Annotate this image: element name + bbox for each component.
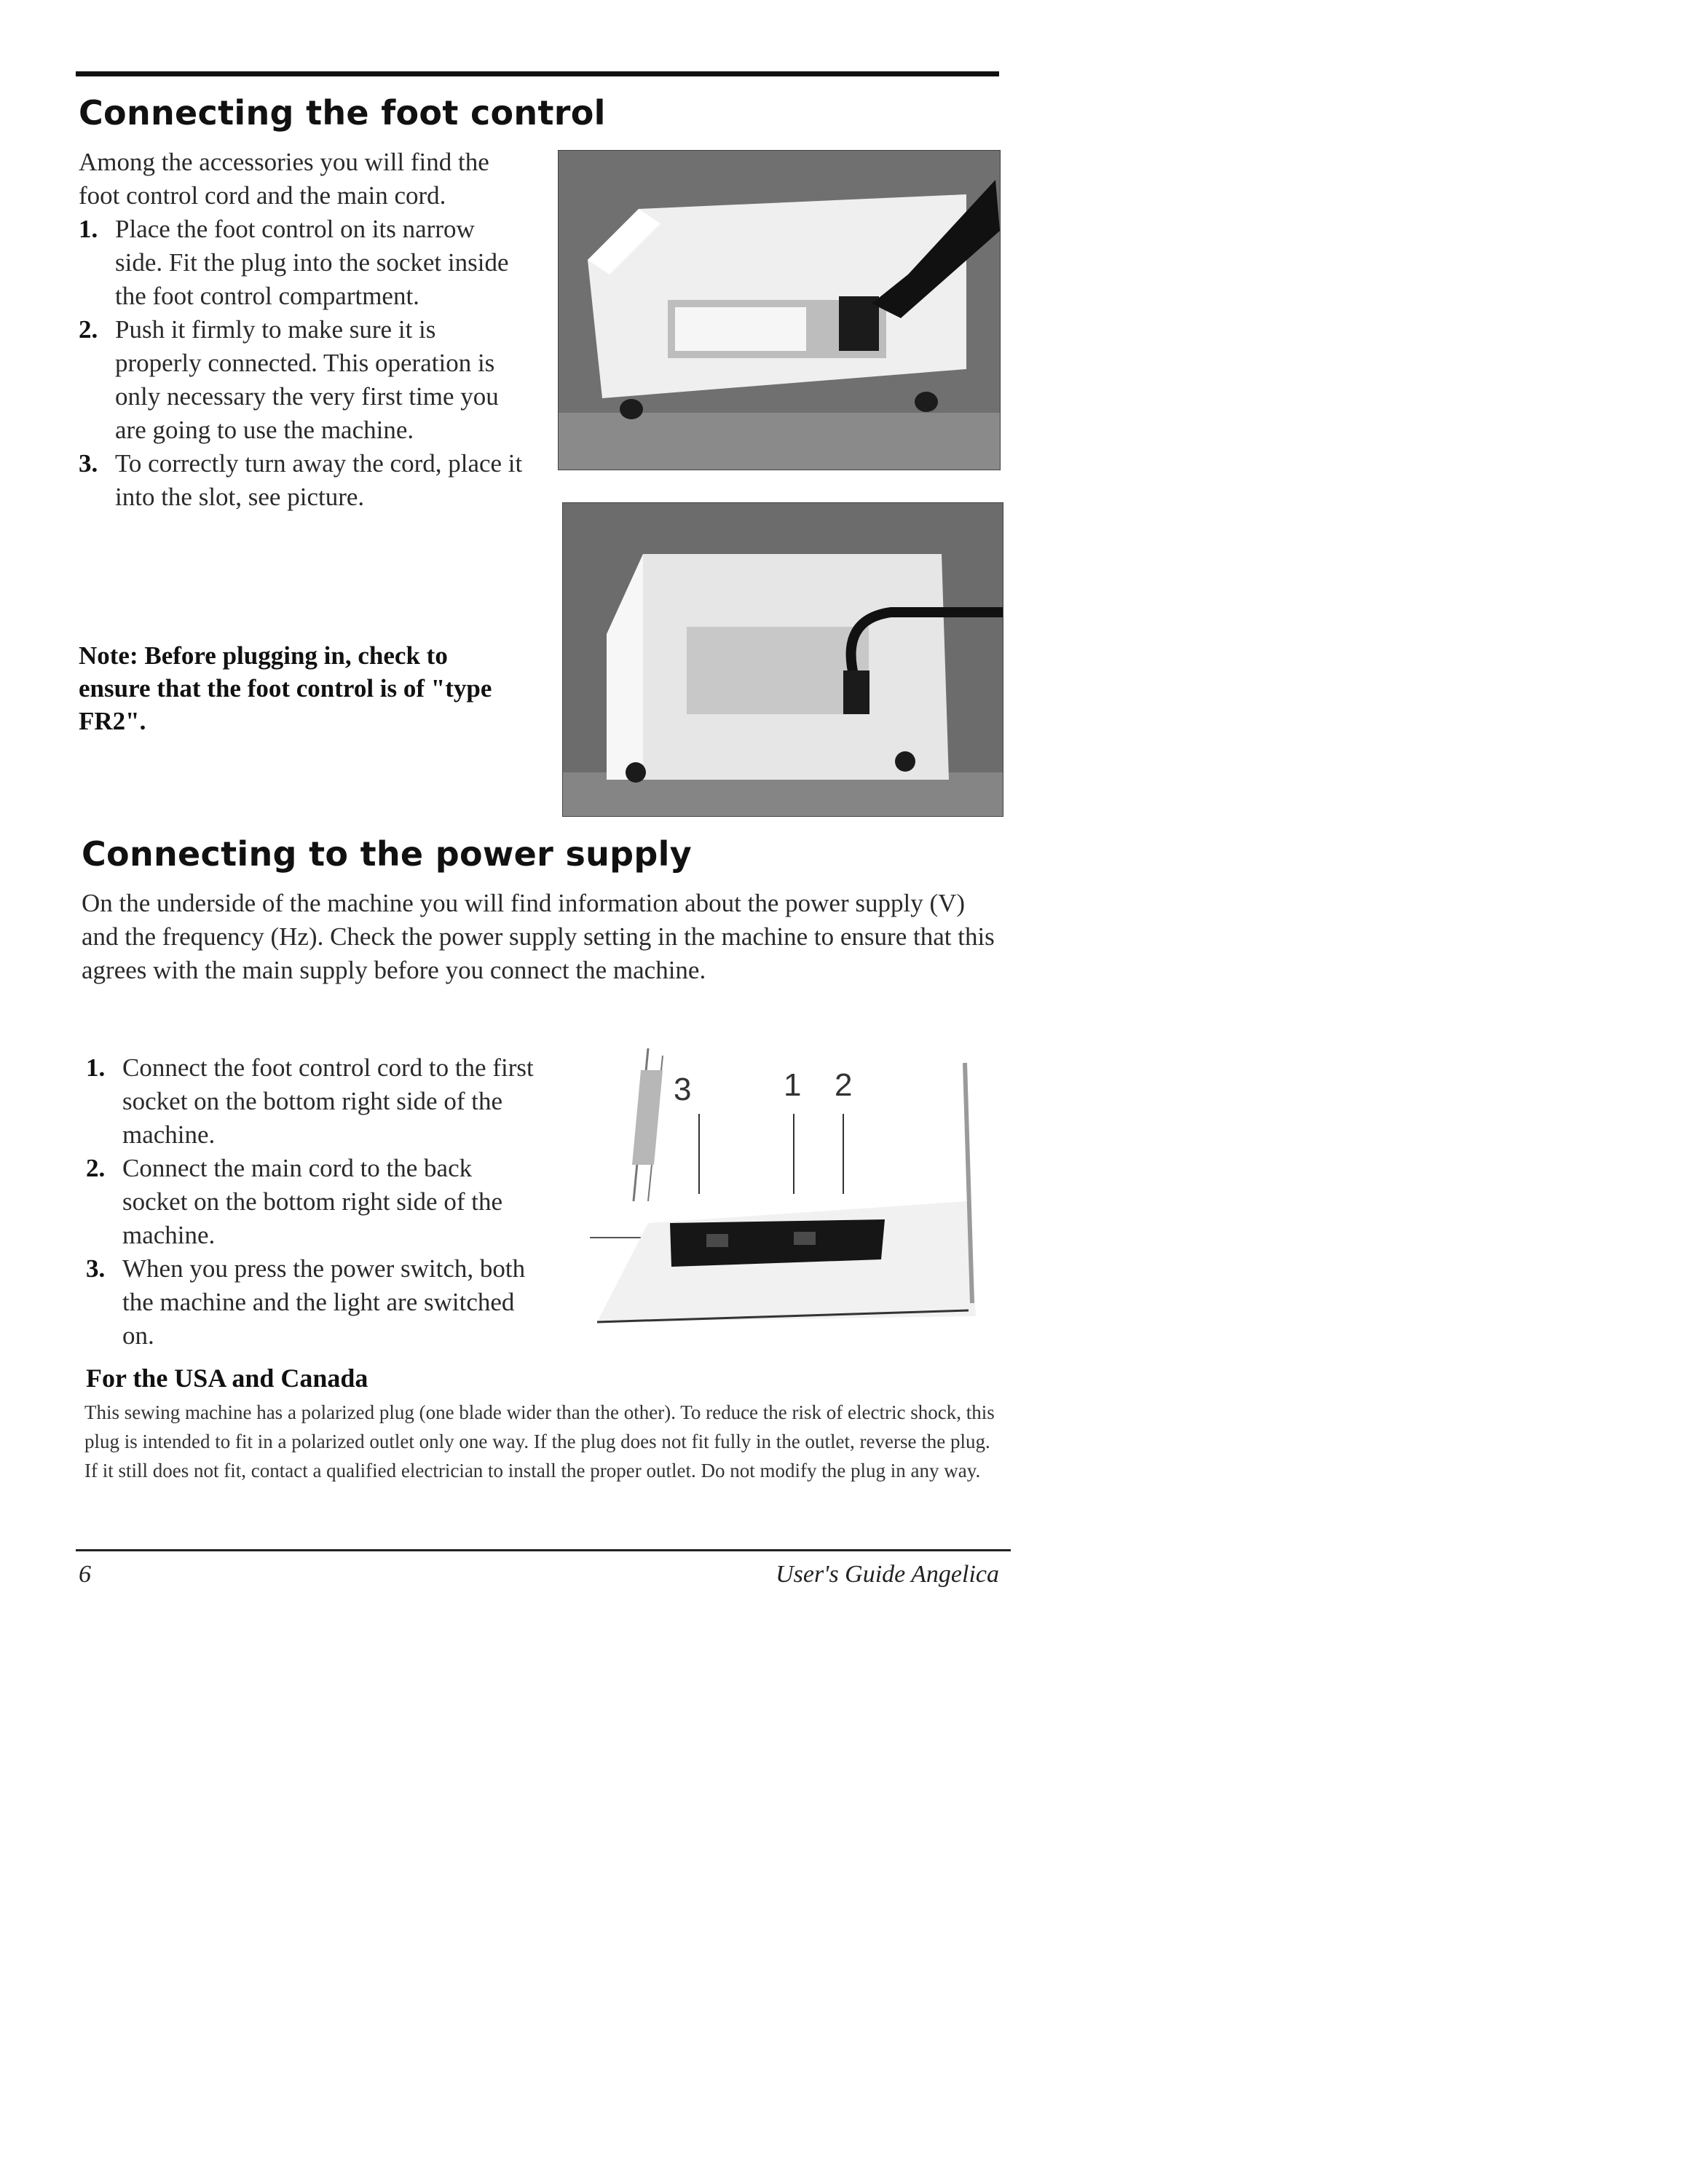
section-title-power-supply: Connecting to the power supply	[82, 834, 692, 874]
guide-title: User's Guide Angelica	[776, 1561, 999, 1588]
step-text: Push it firmly to make sure it is properly connected. This operation is only necessary the very first time you are going to use the machine.	[115, 315, 499, 444]
list-item	[86, 1252, 537, 1353]
power-supply-intro: On the underside of the machine you will find information about the power supply (V) and the frequency (Hz). Check the power supply setting in the machine to ensure that this agrees with the main supply before you connect the machine.	[82, 889, 995, 984]
list-item	[79, 447, 523, 514]
foot-control-slot-photo	[562, 502, 1003, 817]
step-number: 2.	[86, 1154, 106, 1182]
step-text: Connect the main cord to the back socket on the bottom right side of the machine.	[122, 1154, 502, 1249]
step-number: 1.	[86, 1053, 106, 1082]
step-text: Connect the foot control cord to the first socket on the bottom right side of the machine.	[122, 1053, 534, 1149]
step-number: 2.	[79, 315, 98, 344]
step-text: Place the foot control on its narrow side. Fit the plug into the socket inside the foot control compartment.	[115, 215, 509, 310]
foot-control-steps	[79, 213, 523, 514]
foot-control-plug-photo	[558, 150, 1001, 470]
foot-control-note: Note: Before plugging in, check to ensure that the foot control is of "type FR2".	[79, 641, 492, 735]
page-number: 6	[79, 1561, 91, 1588]
step-text: When you press the power switch, both the machine and the light are switched on.	[122, 1254, 526, 1350]
step-number: 1.	[79, 215, 98, 243]
section-title-foot-control: Connecting the foot control	[79, 93, 606, 132]
diagram-label-2: 2	[835, 1067, 853, 1103]
list-item	[79, 313, 523, 447]
diagram-label-3: 3	[674, 1072, 692, 1107]
list-item	[86, 1152, 537, 1252]
socket-diagram	[590, 1041, 983, 1332]
step-number: 3.	[79, 449, 98, 478]
foot-control-plug-illustration	[559, 151, 1000, 470]
usa-canada-heading: For the USA and Canada	[86, 1364, 368, 1393]
power-supply-steps	[86, 1051, 537, 1353]
bottom-rule	[76, 1549, 1011, 1551]
list-item	[79, 213, 523, 313]
list-item	[86, 1051, 537, 1152]
diagram-label-1: 1	[784, 1067, 802, 1103]
usa-canada-text: This sewing machine has a polarized plug (one blade wider than the other). To reduce the risk of electric shock, this plug is intended to fit in a polarized outlet only one way. If the plug does not fit fully in the outlet, reverse the plug. If it still does not fit, contact a qualified electrician to install the proper outlet. Do not modify the plug in any way.	[84, 1401, 995, 1481]
foot-control-intro: Among the accessories you will find the foot control cord and the main cord.	[79, 148, 489, 210]
step-text: To correctly turn away the cord, place it into the slot, see picture.	[115, 449, 523, 511]
foot-control-slot-illustration	[563, 503, 1003, 816]
foot-control-text	[79, 146, 523, 514]
top-rule	[76, 71, 999, 76]
step-number: 3.	[86, 1254, 106, 1283]
power-supply-steps-block	[86, 1051, 537, 1353]
